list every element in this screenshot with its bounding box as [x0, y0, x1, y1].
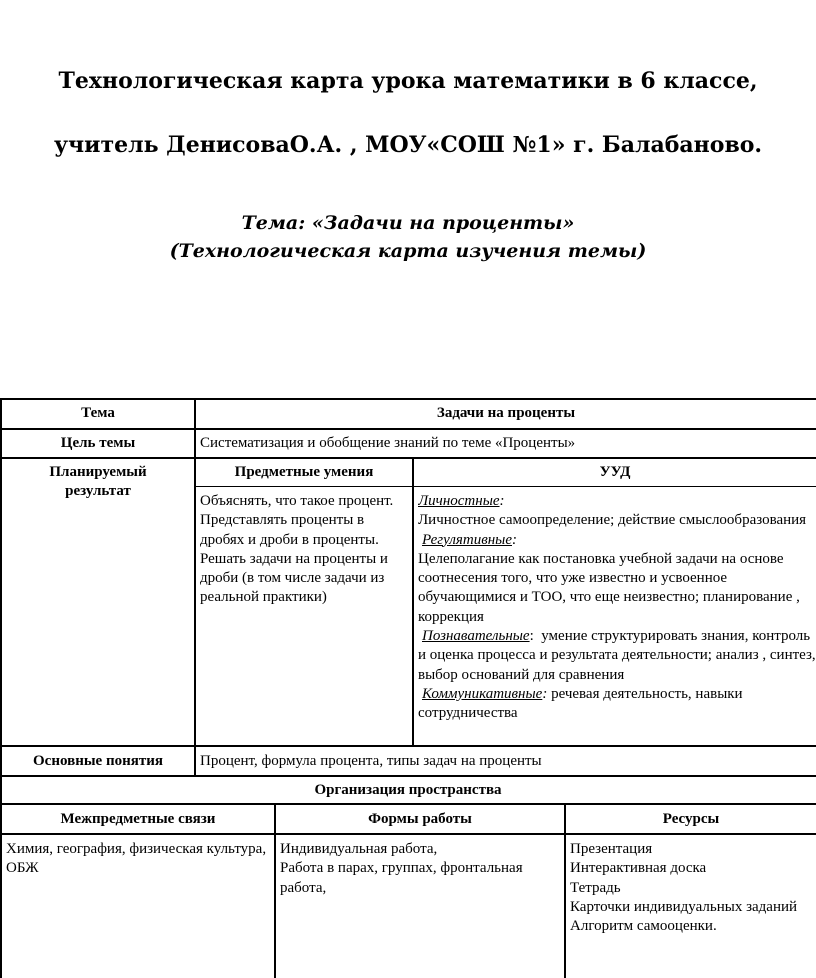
table-hline: [0, 833, 816, 835]
work-form-item: Индивидуальная работа,: [280, 841, 438, 857]
resource-item: Тетрадь: [570, 879, 621, 896]
uud-cognitive: Познавательные: умение структурировать знания, контроль и оценка процесса и результата деятельности; анализ , синтез, выбор оснований для сравнения: [418, 628, 816, 683]
table-vline: [194, 398, 196, 777]
resource-item: Карточки индивидуальных заданий: [570, 898, 798, 915]
uud-communicative-text: речевая деятельность, навыки сотрудничества: [418, 685, 743, 722]
subject-skills-header: Предметные умения: [234, 464, 374, 480]
row-topic-value: Задачи на проценты: [436, 405, 576, 421]
resources-list: [570, 840, 816, 936]
table-border-left: [0, 398, 2, 978]
table-hline: [0, 398, 816, 400]
row-topic-label: Тема: [81, 405, 115, 421]
interdisciplinary-value: Химия, география, физическая культура, ОБЖ: [6, 841, 267, 877]
subject-skills-text: Объяснять, что такое процент. Представлять проценты в дробях и дроби в проценты. Решать задачи на проценты и дроби (в том числе задачи из реальной практики): [200, 493, 394, 606]
resource-item: Интерактивная доска: [570, 860, 707, 877]
table-hline: [0, 428, 816, 430]
resource-item: Алгоритм самооценки.: [570, 918, 717, 935]
org-col-interdisciplinary: Межпредметные связи: [60, 811, 216, 827]
org-col-work-forms: Формы работы: [368, 811, 472, 827]
topic-heading: Тема: «Задачи на проценты»: [241, 212, 575, 234]
table-hline: [0, 745, 816, 747]
uud-cognitive-text: умение структурировать знания, контроль и оценка процесса и результата деятельности; анализ , синтез, выбор оснований для сравнения: [418, 628, 816, 683]
uud-personal: Личностные:: [418, 493, 505, 509]
row-concepts-value: Процент, формула процента, типы задач на проценты: [200, 753, 542, 769]
uud-communicative: Коммуникативные: речевая деятельность, навыки сотрудничества: [418, 685, 743, 722]
row-result-label: Планируемый результат: [49, 464, 147, 500]
document-title-line-2: учитель ДенисоваО.А. , МОУ«СОШ №1» г. Балабаново.: [53, 132, 763, 158]
uud-content: [418, 492, 816, 724]
row-goal-label: Цель темы: [60, 435, 136, 451]
table-hline: [195, 486, 816, 487]
org-col-resources: Ресурсы: [662, 811, 720, 827]
uud-personal-label: Личностные: [418, 493, 500, 509]
org-space-header: Организация пространства: [314, 782, 502, 798]
table-hline: [0, 775, 816, 777]
row-concepts-label: Основные понятия: [33, 753, 163, 769]
uud-cognitive-label: Познавательные: [422, 628, 530, 645]
uud-communicative-label: Коммуникативные: [422, 685, 543, 702]
uud-regulatory-label: Регулятивные: [422, 531, 512, 548]
resource-item: Презентация: [570, 841, 653, 857]
uud-header: УУД: [599, 464, 631, 480]
work-form-item: Работа в парах, группах, фронтальная работа,: [280, 860, 523, 896]
uud-regulatory-text: Целеполагание как постановка учебной задачи на основе соотнесения того, что уже известно и усвоенное обучающимися и ТОО, что еще неизвестно; планирование , коррекция: [418, 550, 800, 625]
uud-personal-text: Личностное самоопределение; действие смыслообразования: [418, 512, 807, 529]
row-goal-value: Систематизация и обобщение знаний по теме «Проценты»: [200, 435, 576, 451]
table-hline: [0, 457, 816, 459]
table-vline: [412, 457, 414, 747]
document-title-line-1: Технологическая карта урока математики в 6 классе,: [58, 68, 758, 94]
topic-subheading: (Технологическая карта изучения темы): [169, 240, 647, 262]
table-hline: [0, 803, 816, 805]
uud-regulatory: Регулятивные:: [422, 531, 517, 548]
work-forms-list: [280, 840, 562, 898]
